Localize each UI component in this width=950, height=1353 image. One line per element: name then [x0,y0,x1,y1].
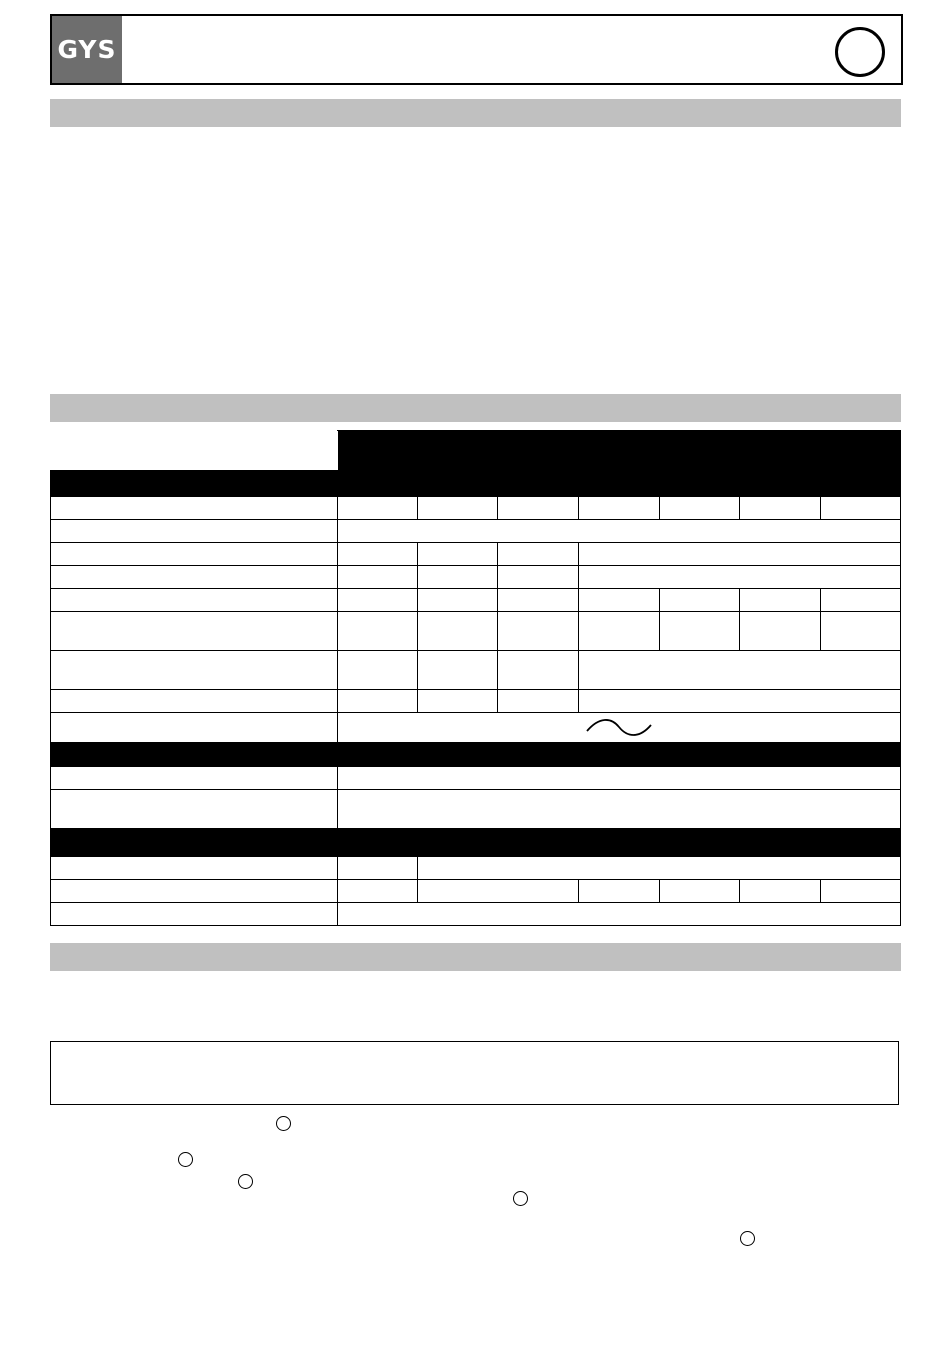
table-row [51,566,901,589]
document-header [50,14,903,85]
model-col-5 [660,431,740,471]
model-col-6 [740,431,821,471]
model-header-row [51,431,901,471]
table-row [51,497,901,520]
table-row [51,589,901,612]
group-header-primary [51,471,901,497]
ac-tilde-icon [585,717,653,741]
table-row [51,690,901,713]
table-row [51,612,901,651]
table-row [51,767,901,790]
language-badge-icon [835,27,885,77]
table-row-current-type [51,713,901,743]
specifications-table [50,430,901,926]
section-band-general [50,99,901,127]
model-col-7 [821,431,901,471]
circle-marker-icon [178,1152,193,1167]
table-row [51,651,901,690]
brand-logo: GYS [52,16,122,83]
model-col-3 [498,431,579,471]
circle-marker-icon [238,1174,253,1189]
table-corner [51,431,338,471]
table-row [51,903,901,926]
table-row [51,880,901,903]
group-header-general [51,829,901,857]
model-col-2 [418,431,498,471]
circle-marker-icon [513,1191,528,1206]
warning-note-box [50,1041,899,1105]
table-row [51,520,901,543]
table-row [51,543,901,566]
circle-marker-icon [740,1231,755,1246]
table-row [51,857,901,880]
circle-marker-icon [276,1116,291,1131]
section-band-installation [50,943,901,971]
model-col-4 [579,431,660,471]
group-header-secondary [51,743,901,767]
section-band-specifications [50,394,901,422]
model-col-1 [338,431,418,471]
table-row [51,790,901,829]
